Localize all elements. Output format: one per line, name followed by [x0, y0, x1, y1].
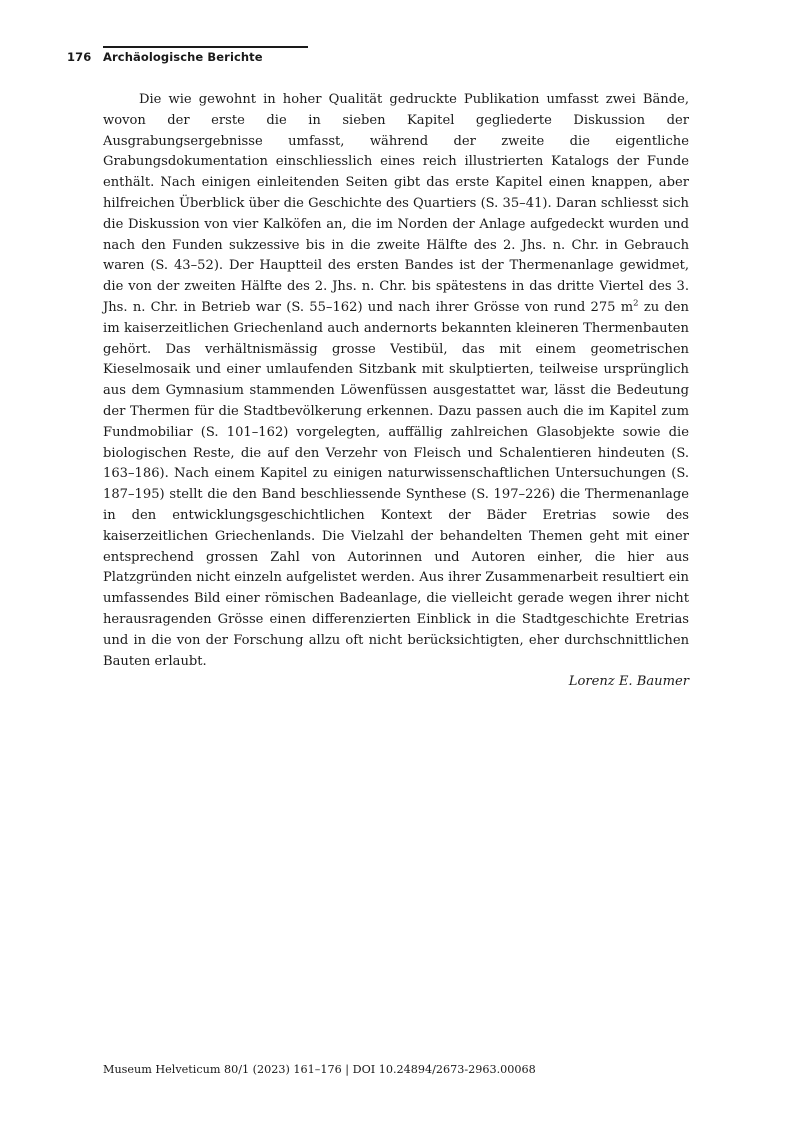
superscript-two: 2 [633, 298, 639, 309]
journal-footer: Museum Helveticum 80/1 (2023) 161–176 | DOI 10.24894/2673-2963.00068 [103, 1063, 536, 1076]
review-paragraph [103, 90, 689, 672]
review-body [103, 90, 689, 693]
page-number: 176 [67, 50, 92, 64]
running-head-text [67, 50, 263, 64]
paragraph-text-part2: zu den im kaiserzeitlichen Griechenland auch andernorts bekannten kleineren Thermenbauten gehört. Das verhältnismässig grosse Vestibül, das mit einem geometrischen Kieselmosaik und einer umlaufenden Sitzbank mit skulptierten, teilweise ursprünglich aus dem Gymnasium stammenden Löwenfüssen ausgestattet war, lässt die Bedeutung der Thermen für die Stadtbevölkerung erkennen. Dazu passen auch die im Kapitel zum Fundmobiliar (S. 101–162) vorgelegten, auffällig zahlreichen Glasobjekte sowie die biologischen Reste, die auf den Verzehr von Fleisch und Schalentieren hindeuten (S. 163–186). Nach einem Kapitel zu einigen naturwissenschaftlichen Untersuchungen (S. 187–195) stellt die den Band beschliessende Synthese (S. 197–226) die Thermenanlage in den entwicklungsgeschichtlichen Kontext der Bäder Eretrias sowie des kaiserzeitlichen Griechenlands. Die Vielzahl der behandelten Themen geht mit einer entsprechend grossen Zahl von Autorinnen und Autoren einher, die hier aus Platzgründen nicht einzeln aufgelistet werden. Aus ihrer Zusammenarbeit resultiert ein umfassendes Bild einer römischen Badeanlage, die vielleicht gerade wegen ihrer nicht herausragenden Grösse einen differenzierten Einblick in die Stadtgeschichte Eretrias und in die von der Forschung allzu oft nicht berücksichtigten, eher durchschnittlichen Bauten erlaubt. [103, 299, 689, 669]
paragraph-text-part1: Die wie gewohnt in hoher Qualität gedruckte Publikation umfasst zwei Bände, wovon der erste die in sieben Kapitel gegliederte Diskussion der Ausgrabungsergebnisse umfasst, während der zweite die eigentliche Grabungsdokumentation einschliesslich eines reich illustrierten Katalogs der Funde enthält. Nach einigen einleitenden Seiten gibt das erste Kapitel einen knappen, aber hilfreichen Überblick über die Geschichte des Quartiers (S. 35–41). Daran schliesst sich die Diskussion von vier Kalköfen an, die im Norden der Anlage aufgedeckt wurden und nach den Funden sukzessive bis in die zweite Hälfte des 2. Jhs. n. Chr. in Gebrauch waren (S. 43–52). Der Hauptteil des ersten Bandes ist der Thermenanlage gewidmet, die von der zweiten Hälfte des 2. Jhs. n. Chr. bis spätestens in das dritte Viertel des 3. Jhs. n. Chr. in Betrieb war (S. 55–162) und nach ihrer Grösse von rund 275 m [103, 92, 689, 315]
running-head-rule [103, 46, 308, 48]
reviewer-signature: Lorenz E. Baumer [568, 674, 689, 690]
section-title: Archäologische Berichte [103, 50, 263, 64]
